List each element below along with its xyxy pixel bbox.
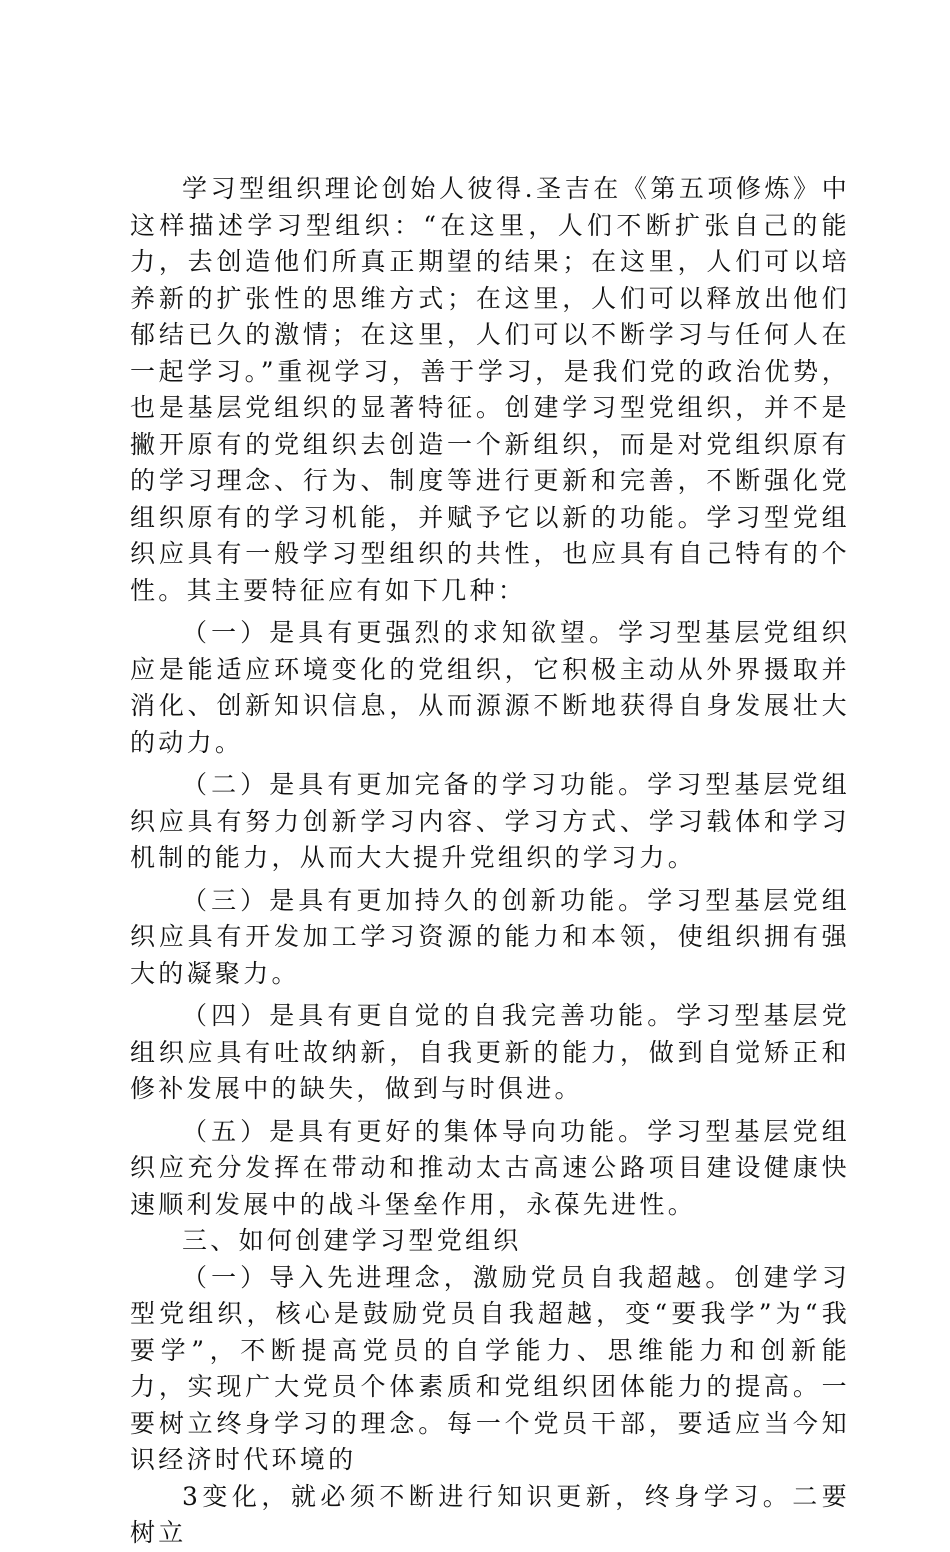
intro-paragraph: 学习型组织理论创始人彼得.圣吉在《第五项修炼》中这样描述学习型组织：“在这里，人们不断扩张自己的能力，去创造他们所真正期望的结果；在这里，人们可以培养新的扩张性的思维方式；在这里，人们可以释放出他们郁结已久的激情；在这里，人们可以不断学习与任何人在一起学习。”重视学习，善于学习，是我们党的政治优势，也是基层党组织的显著特征。创建学习型党组织，并不是撇开原有的党组织去创造一个新组织，而是对党组织原有的学习理念、行为、制度等进行更新和完善，不断强化党组织原有的学习机能，并赋予它以新的功能。学习型党组织应具有一般学习型组织的共性，也应具有自己特有的个性。其主要特征应有如下几种： bbox=[130, 174, 850, 605]
feature-paragraph-3: （三）是具有更加持久的创新功能。学习型基层党组织应具有开发加工学习资源的能力和本领，使组织拥有强大的凝聚力。 bbox=[130, 885, 850, 988]
method-paragraph-continued: 3变化，就必须不断进行知识更新，终身学习。二要树立 bbox=[130, 1481, 850, 1547]
section-heading: 三、如何创建学习型党组织 bbox=[182, 1226, 522, 1255]
feature-paragraph-4: （四）是具有更自觉的自我完善功能。学习型基层党组织应具有吐故纳新，自我更新的能力，做到自觉矫正和修补发展中的缺失，做到与时俱进。 bbox=[130, 1001, 850, 1103]
feature-paragraph-2: （二）是具有更加完备的学习功能。学习型基层党组织应具有努力创新学习内容、学习方式、学习载体和学习机制的能力，从而大大提升党组织的学习力。 bbox=[130, 770, 850, 872]
method-paragraph-1: （一）导入先进理念，激励党员自我超越。创建学习型党组织，核心是鼓励党员自我超越，变“要我学”为“我要学”，不断提高党员的自学能力、思维能力和创新能力，实现广大党员个体素质和党组织团体能力的提高。一要树立终身学习的理念。每一个党员干部，要适应当今知识经济时代环境的 bbox=[130, 1262, 850, 1474]
document-body bbox=[130, 171, 850, 1552]
feature-paragraph-5: （五）是具有更好的集体导向功能。学习型基层党组织应充分发挥在带动和推动太古高速公路项目建设健康快速顺利发展中的战斗堡垒作用，永葆先进性。 bbox=[130, 1116, 850, 1219]
feature-paragraph-1: （一）是具有更强烈的求知欲望。学习型基层党组织应是能适应环境变化的党组织，它积极主动从外界摄取并消化、创新知识信息，从而源源不断地获得自身发展壮大的动力。 bbox=[130, 618, 850, 757]
